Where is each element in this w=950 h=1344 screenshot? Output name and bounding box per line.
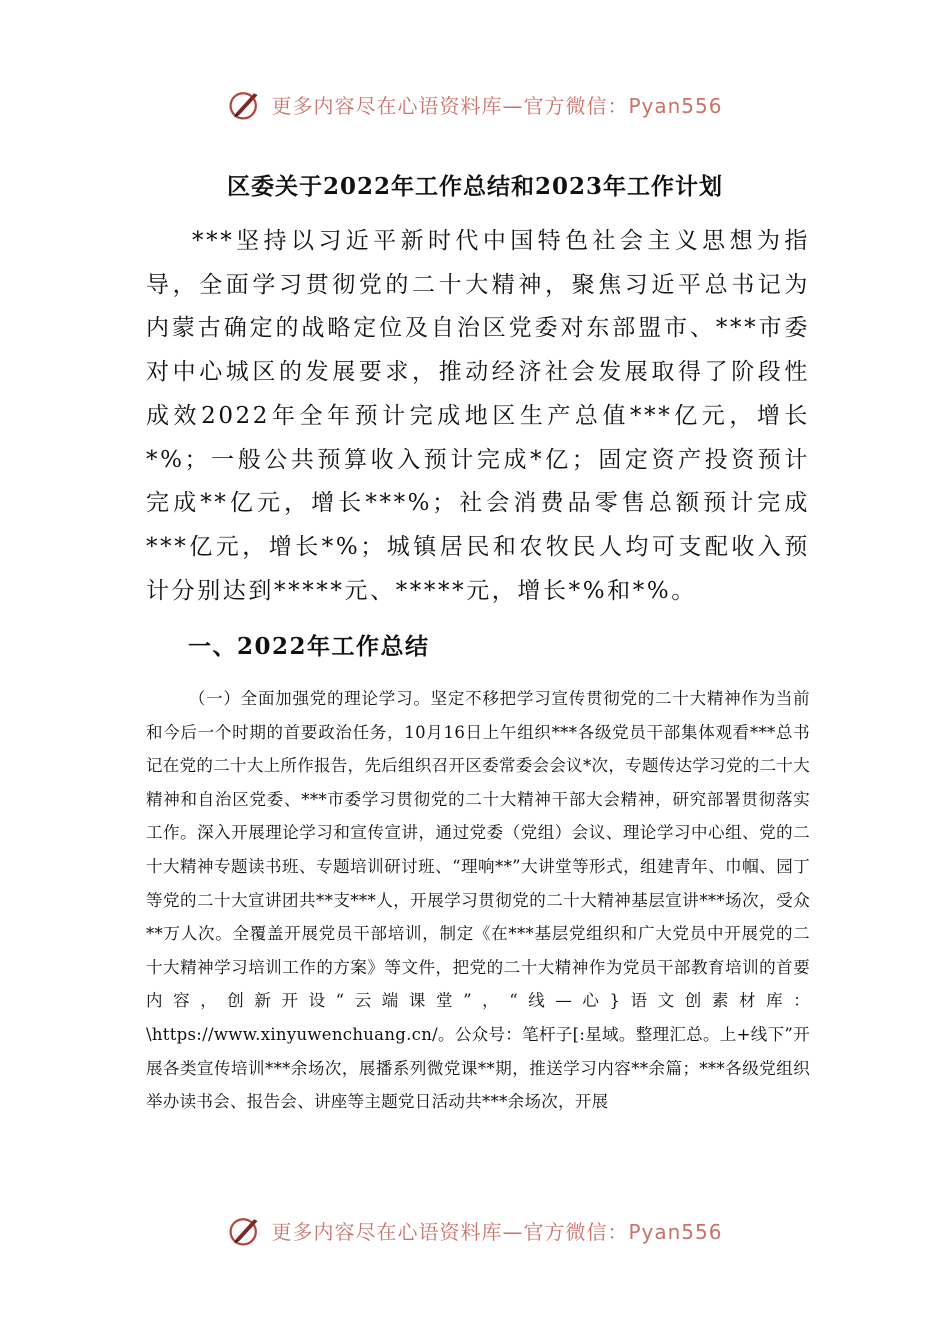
pen-logo-icon: [227, 1212, 263, 1248]
watermark-text: 更多内容尽在心语资料库—官方微信：Pyan556: [271, 1219, 723, 1244]
pen-logo-icon: [227, 86, 263, 122]
watermark-top: [0, 86, 950, 122]
document-title: 区委关于2022年工作总结和2023年工作计划: [226, 173, 724, 200]
watermark-bottom: [0, 1212, 950, 1248]
intro-paragraph: ***坚持以习近平新时代中国特色社会主义思想为指导，全面学习贯彻党的二十大精神，聚焦习近平总书记为内蒙古确定的战略定位及自治区党委对东部盟市、***市委对中心城区的发展要求，推动经济社会发展取得了阶段性成效2022年全年预计完成地区生产总值***亿元，增长*%；一般公共预算收入预计完成*亿；固定资产投资预计完成**亿元，增长***%；社会消费品零售总额预计完成***亿元，增长*%；城镇居民和农牧民人均可支配收入预计分别达到*****元、*****元，增长*%和*%。: [146, 228, 810, 604]
section-heading: 一、2022年工作总结: [188, 633, 430, 660]
body-paragraph: （一）全面加强党的理论学习。坚定不移把学习宣传贯彻党的二十大精神作为当前和今后一个时期的首要政治任务，10月16日上午组织***各级党员干部集体观看***总书记在党的二十大上所作报告，先后组织召开区委常委会会议*次，专题传达学习党的二十大精神和自治区党委、***市委学习贯彻党的二十大精神干部大会精神，研究部署贯彻落实工作。深入开展理论学习和宣传宣讲，通过党委（党组）会议、理论学习中心组、党的二十大精神专题读书班、专题培训研讨班、“理响**”大讲堂等形式，组建青年、巾帼、园丁等党的二十大宣讲团共**支***人，开展学习贯彻党的二十大精神基层宣讲***场次，受众**万人次。全覆盖开展党员干部培训，制定《在***基层党组织和广大党员中开展党的二十大精神学习培训工作的方案》等文件，把党的二十大精神作为党员干部教育培训的首要内容，创新开设“云端课堂”，“线—心}语文创素材库：\https://www.xinyuwenchuang.cn/。公众号：笔杆子[:星域。整理汇总。上+线下”开展各类宣传培训***余场次，展播系列微党课**期，推送学习内容**余篇；***各级党组织举办读书会、报告会、讲座等主题党日活动共***余场次，开展: [146, 689, 810, 1112]
watermark-text: 更多内容尽在心语资料库—官方微信：Pyan556: [271, 93, 723, 118]
